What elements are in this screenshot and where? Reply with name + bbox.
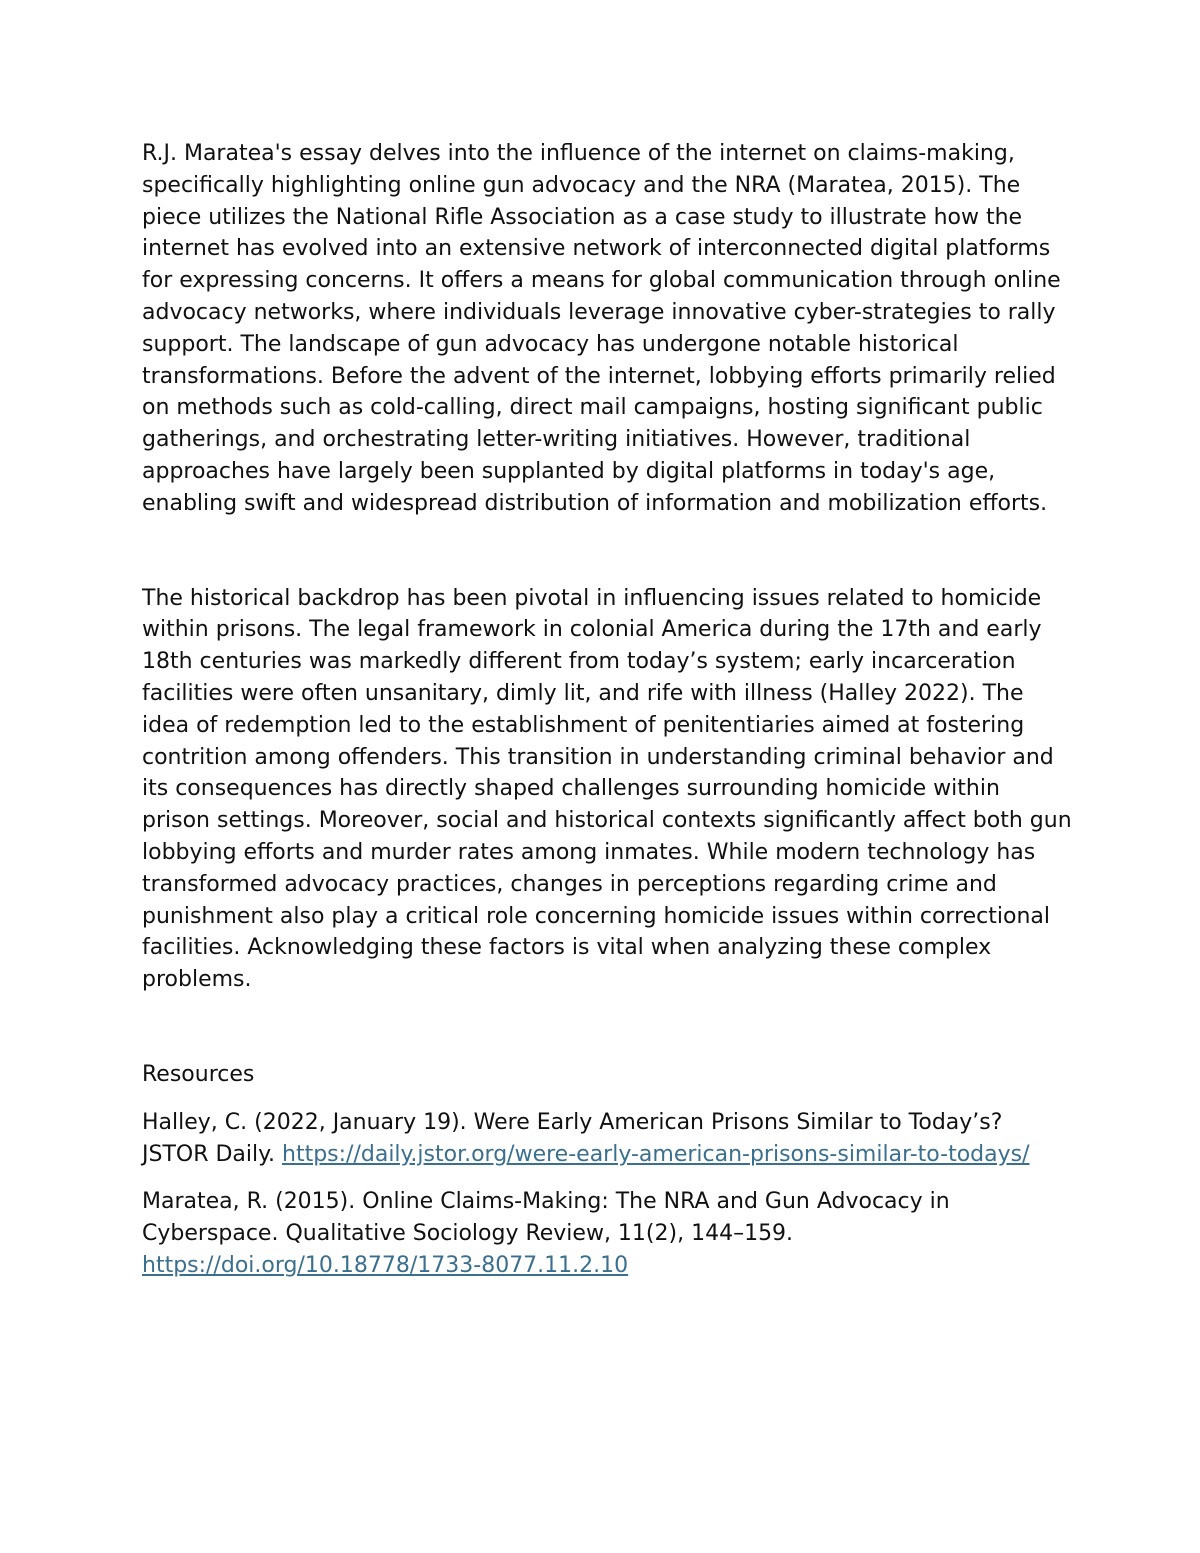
paragraph-maratea-summary: R.J. Maratea's essay delves into the influence of the internet on claims-making, specifically highlighting online gun advocacy and the NRA (Maratea, 2015). The piece utilizes the National Rifle Association as a case study to illustrate how the internet has evolved into an extensive network of interconnected digital platforms for expressing concerns. It offers a means for global communication through online advocacy networks, where individuals leverage innovative cyber-strategies to rally support. The landscape of gun advocacy has undergone notable historical transformations. Before the advent of the internet, lobbying efforts primarily relied on methods such as cold-calling, direct mail campaigns, hosting significant public gatherings, and orchestrating letter-writing initiatives. However, traditional approaches have largely been supplanted by digital platforms in today's age, enabling swift and widespread distribution of information and mobilization efforts. <box>142 141 1061 516</box>
reference-maratea <box>142 1186 1072 1281</box>
reference-text: Halley, C. (2022, January 19). Were Early American Prisons Similar to Today’s? JSTOR Daily. <box>142 1109 1003 1167</box>
reference-link-maratea[interactable]: https://doi.org/10.18778/1733-8077.11.2.10 <box>142 1252 629 1278</box>
resources-heading: Resources <box>142 1061 255 1087</box>
reference-halley <box>142 1107 1072 1171</box>
paragraph-historical-backdrop: The historical backdrop has been pivotal in influencing issues related to homicide within prisons. The legal framework in colonial America during the 17th and early 18th centuries was markedly different from today’s system; early incarceration facilities were often unsanitary, dimly lit, and rife with illness (Halley 2022). The idea of redemption led to the establishment of penitentiaries aimed at fostering contrition among offenders. This transition in understanding criminal behavior and its consequences has directly shaped challenges surrounding homicide within prison settings. Moreover, social and historical contexts significantly affect both gun lobbying efforts and murder rates among inmates. While modern technology has transformed advocacy practices, changes in perceptions regarding crime and punishment also play a critical role concerning homicide issues within correctional facilities. Acknowledging these factors is vital when analyzing these complex problems. <box>142 585 1072 993</box>
document-body <box>142 138 1072 1282</box>
reference-link-halley[interactable]: https://daily.jstor.org/were-early-american-prisons-similar-to-todays/ <box>282 1141 1030 1167</box>
reference-text: Maratea, R. (2015). Online Claims-Making: The NRA and Gun Advocacy in Cyberspace. Qualitative Sociology Review, 11(2), 144–159. <box>142 1189 950 1247</box>
